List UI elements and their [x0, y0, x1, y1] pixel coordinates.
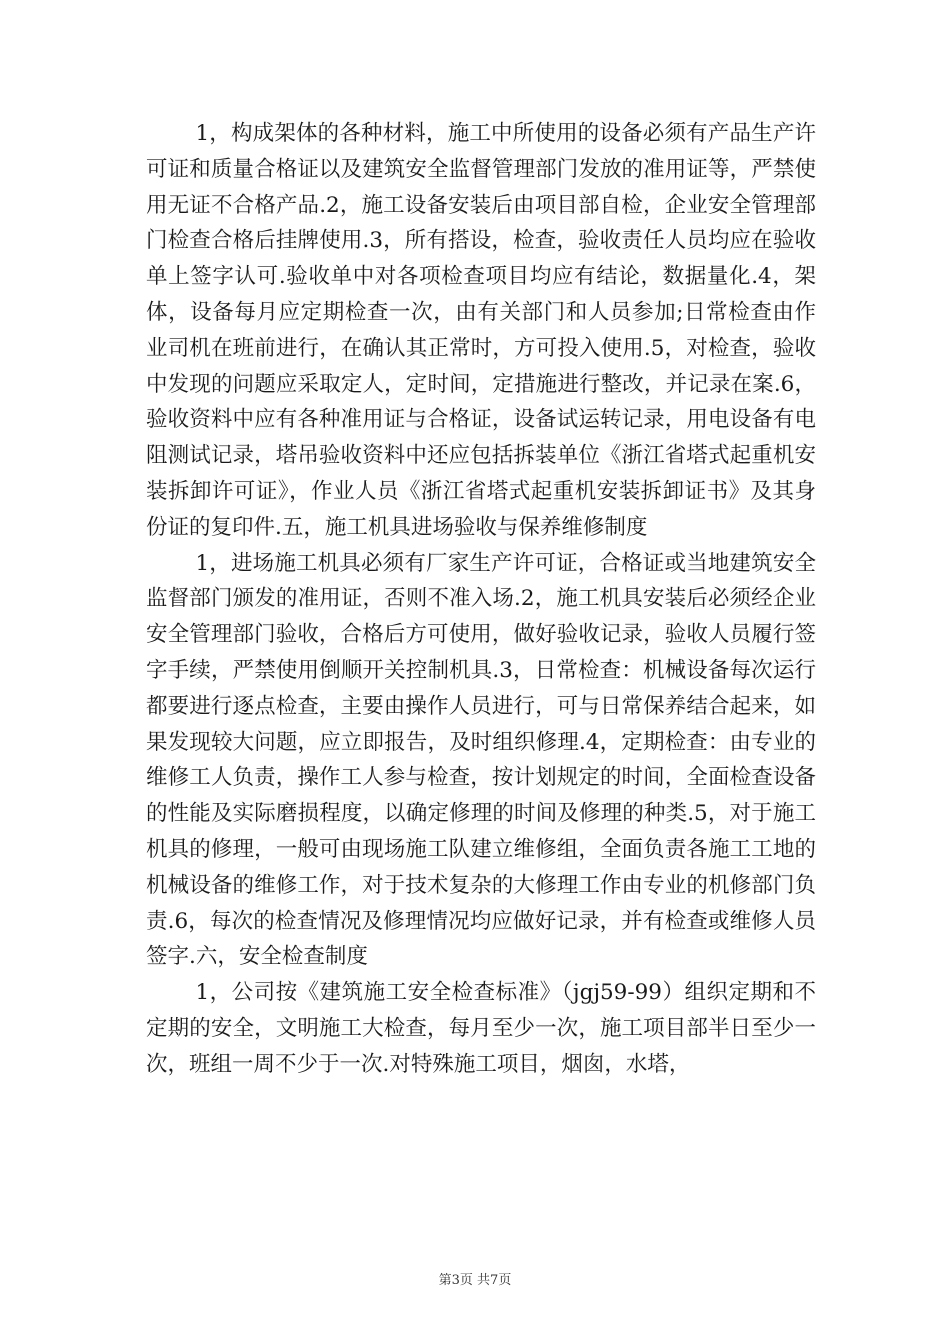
paragraph-1: 1，构成架体的各种材料，施工中所使用的设备必须有产品生产许可证和质量合格证以及建筑安全监督管理部门发放的准用证等，严禁使用无证不合格产品.2，施工设备安装后由项目部自检，企业安全管理部门检查合格后挂牌使用.3，所有搭设，检查，验收责任人员均应在验收单上签字认可.验收单中对各项检查项目均应有结论，数据量化.4，架体，设备每月应定期检查一次，由有关部门和人员参加;日常检查由作业司机在班前进行，在确认其正常时，方可投入使用.5，对检查，验收中发现的问题应采取定人，定时间，定措施进行整改，并记录在案.6，验收资料中应有各种准用证与合格证，设备试运转记录，用电设备有电阻测试记录，塔吊验收资料中还应包括拆装单位《浙江省塔式起重机安装拆卸许可证》，作业人员《浙江省塔式起重机安装拆卸证书》及其身份证的复印件.五，施工机具进场验收与保养维修制度 — [146, 121, 816, 540]
page-number-footer: 第3页 共7页 — [438, 1273, 512, 1288]
paragraph-3: 1，公司按《建筑施工安全检查标准》（jgj59-99）组织定期和不定期的安全，文明施工大检查，每月至少一次，施工项目部半日至少一次，班组一周不少于一次.对特殊施工项目，烟囱，水塔， — [146, 980, 816, 1077]
paragraph-2: 1，进场施工机具必须有厂家生产许可证，合格证或当地建筑安全监督部门颁发的准用证，否则不准入场.2，施工机具安装后必须经企业安全管理部门验收，合格后方可使用，做好验收记录，验收人员履行签字手续，严禁使用倒顺开关控制机具.3，日常检查：机械设备每次运行都要进行逐点检查，主要由操作人员进行，可与日常保养结合起来，如果发现较大问题，应立即报告，及时组织修理.4，定期检查：由专业的维修工人负责，操作工人参与检查，按计划规定的时间，全面检查设备的性能及实际磨损程度，以确定修理的时间及修理的种类.5，对于施工机具的修理，一般可由现场施工队建立维修组，全面负责各施工工地的机械设备的维修工作，对于技术复杂的大修理工作由专业的机修部门负责.6，每次的检查情况及修理情况均应做好记录，并有检查或维修人员签字.六，安全检查制度 — [146, 550, 816, 970]
document-body — [146, 116, 816, 1083]
